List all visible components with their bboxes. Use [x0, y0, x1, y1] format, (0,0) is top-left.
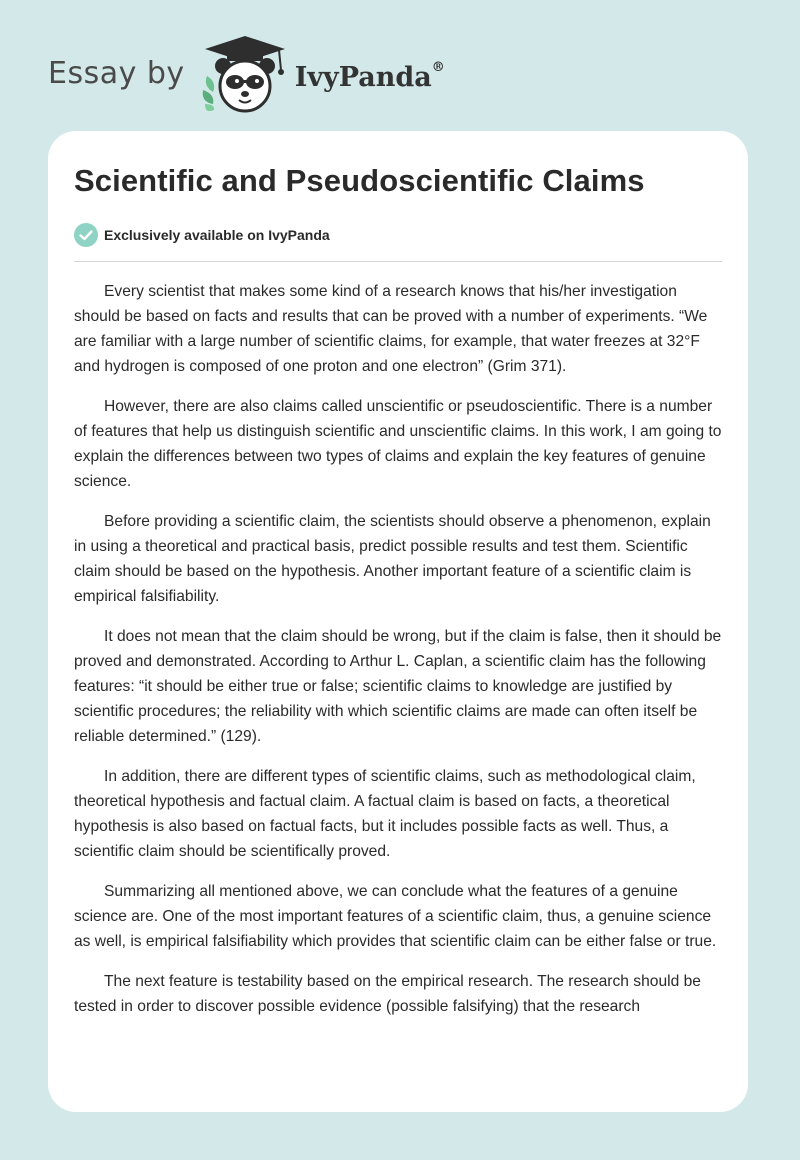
exclusive-label: Exclusively available on IvyPanda — [104, 227, 330, 243]
paragraph: Every scientist that makes some kind of a research knows that his/her investigation should be based on facts and results that can be proved with a number of experiments. “We are familiar with a large number of scientific claims, for example, that water freezes at 32°F and hydrogen is composed of one proton and one electron” (Grim 371). — [74, 283, 708, 375]
exclusive-badge — [74, 223, 330, 247]
article-body — [74, 279, 722, 1034]
paragraph: The next feature is testability based on the empirical research. The research should be tested in order to discover possible evidence (possible falsifying) that the research — [74, 973, 701, 1015]
paragraph: Before providing a scientific claim, the scientists should observe a phenomenon, explain in using a theoretical and practical basis, predict possible results and test them. Scientific claim should be based on the hypothesis. Another important feature of a scientific claim is empirical falsifiability. — [74, 513, 711, 605]
paragraph: However, there are also claims called unscientific or pseudoscientific. There is a number of features that help us distinguish scientific and unscientific claims. In this work, I am going to explain the differences between two types of claims and explain the key features of genuine science. — [74, 398, 722, 490]
check-circle-icon — [74, 223, 98, 247]
brand-prefix: Essay by — [48, 55, 185, 91]
article-card — [48, 131, 748, 1112]
paragraph: Summarizing all mentioned above, we can conclude what the features of a genuine science are. One of the most important features of a scientific claim, thus, a genuine science as well, is empirical falsifiability which provides that scientific claim can be either false or true. — [74, 883, 717, 950]
divider — [74, 261, 722, 262]
brand-header — [48, 34, 445, 114]
registered-mark: ® — [431, 59, 445, 75]
panda-graduate-logo-icon — [199, 34, 291, 114]
paragraph: In addition, there are different types of scientific claims, such as methodological claim, theoretical hypothesis and factual claim. A factual claim is based on facts, a theoretical hypothesis is also based on factual facts, but it includes possible facts as well. Thus, a scientific claim should be scientifically proved. — [74, 768, 696, 860]
brand-name: IvyPanda® — [294, 59, 445, 93]
article-title: Scientific and Pseudoscientific Claims — [74, 163, 645, 198]
paragraph: It does not mean that the claim should be wrong, but if the claim is false, then it should be proved and demonstrated. According to Arthur L. Caplan, a scientific claim has the following features: “it should be either true or false; scientific claims to knowledge are justified by scientific procedures; the reliability with which scientific claims are made can often itself be reliable determined.” (129). — [74, 628, 722, 745]
